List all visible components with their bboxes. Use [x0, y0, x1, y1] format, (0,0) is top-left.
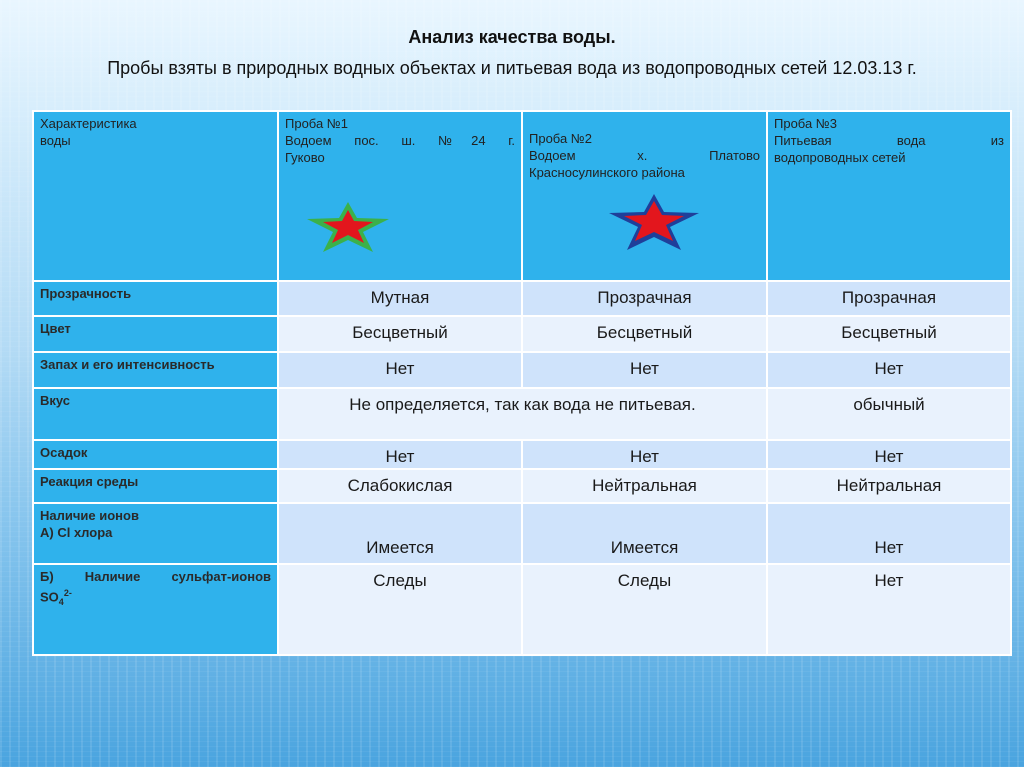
- table-row: [33, 316, 1011, 352]
- red-star-green-border-icon: [307, 202, 389, 252]
- header-sample-3: [767, 111, 1011, 281]
- sample-3-line2: Питьевая вода из: [774, 133, 1004, 148]
- sulfate-formula-base: SO: [40, 589, 59, 605]
- sample-3-title: Проба №3: [774, 116, 837, 131]
- row-label-transparency: Прозрачность: [33, 281, 278, 316]
- sample-1-line3: Гуково: [285, 150, 325, 165]
- red-star-blue-border-icon: [609, 194, 699, 250]
- row-label-taste: Вкус: [33, 388, 278, 440]
- row-label-sediment: Осадок: [33, 440, 278, 469]
- cell-taste-3: обычный: [767, 388, 1011, 440]
- cell-smell-1: Нет: [278, 352, 522, 388]
- row-label-ions-line1: Наличие ионов: [40, 508, 139, 523]
- table-row: [33, 352, 1011, 388]
- table-header-row: [33, 111, 1011, 281]
- sample-1-title: Проба №1: [285, 116, 348, 131]
- slide-title: Анализ качества воды.: [408, 27, 616, 47]
- slide-subtitle: Пробы взяты в природных водных объектах и питьевая вода из водопроводных сетей 12.03.13 г.: [107, 58, 917, 78]
- sample-2-title: Проба №2: [529, 131, 592, 146]
- sample-2-line3: Красносулинского района: [529, 165, 685, 180]
- header-sample-2: [522, 111, 767, 281]
- cell-sediment-3: Нет: [767, 440, 1011, 469]
- row-label-sulfate-line1: Б) Наличие сульфат-ионов: [40, 569, 271, 584]
- cell-sulfate-2: Следы: [522, 564, 767, 655]
- water-quality-table: [32, 110, 1012, 656]
- row-label-ions: [33, 503, 278, 564]
- header-characteristic-line1: Характеристика: [40, 116, 137, 131]
- row-label-ions-line2: А) Cl хлора: [40, 525, 113, 540]
- cell-sediment-1: Нет: [278, 440, 522, 469]
- sulfate-formula: [40, 585, 271, 611]
- table-row: [33, 564, 1011, 655]
- row-label-smell: Запах и его интенсивность: [33, 352, 278, 388]
- cell-color-1: Бесцветный: [278, 316, 522, 352]
- table-row: [33, 503, 1011, 564]
- cell-transparency-1: Мутная: [278, 281, 522, 316]
- sample-1-line2: Водоем пос. ш. №24 г.: [285, 133, 515, 148]
- cell-ions-1: Имеется: [278, 503, 522, 564]
- cell-sediment-2: Нет: [522, 440, 767, 469]
- sulfate-formula-sup: 2-: [63, 588, 72, 598]
- cell-ions-3: Нет: [767, 503, 1011, 564]
- cell-transparency-3: Прозрачная: [767, 281, 1011, 316]
- header-sample-1: [278, 111, 522, 281]
- row-label-reaction: Реакция среды: [33, 469, 278, 503]
- cell-reaction-3: Нейтральная: [767, 469, 1011, 503]
- cell-color-3: Бесцветный: [767, 316, 1011, 352]
- header-characteristic-line2: воды: [40, 133, 71, 148]
- cell-sulfate-1: Следы: [278, 564, 522, 655]
- table-row: [33, 281, 1011, 316]
- cell-reaction-1: Слабокислая: [278, 469, 522, 503]
- table-row: [33, 388, 1011, 440]
- cell-sulfate-3: Нет: [767, 564, 1011, 655]
- cell-taste-1-2: Не определяется, так как вода не питьевая.: [278, 388, 767, 440]
- cell-smell-2: Нет: [522, 352, 767, 388]
- sulfate-formula-sub: 4: [58, 596, 64, 607]
- sample-3-line3: водопроводных сетей: [774, 150, 906, 165]
- table-row: [33, 440, 1011, 469]
- cell-color-2: Бесцветный: [522, 316, 767, 352]
- cell-smell-3: Нет: [767, 352, 1011, 388]
- row-label-color: Цвет: [33, 316, 278, 352]
- cell-ions-2: Имеется: [522, 503, 767, 564]
- cell-transparency-2: Прозрачная: [522, 281, 767, 316]
- header-characteristic: [33, 111, 278, 281]
- cell-reaction-2: Нейтральная: [522, 469, 767, 503]
- table-row: [33, 469, 1011, 503]
- sample-2-line2: Водоем х. Платово: [529, 148, 760, 163]
- row-label-sulfate: [33, 564, 278, 655]
